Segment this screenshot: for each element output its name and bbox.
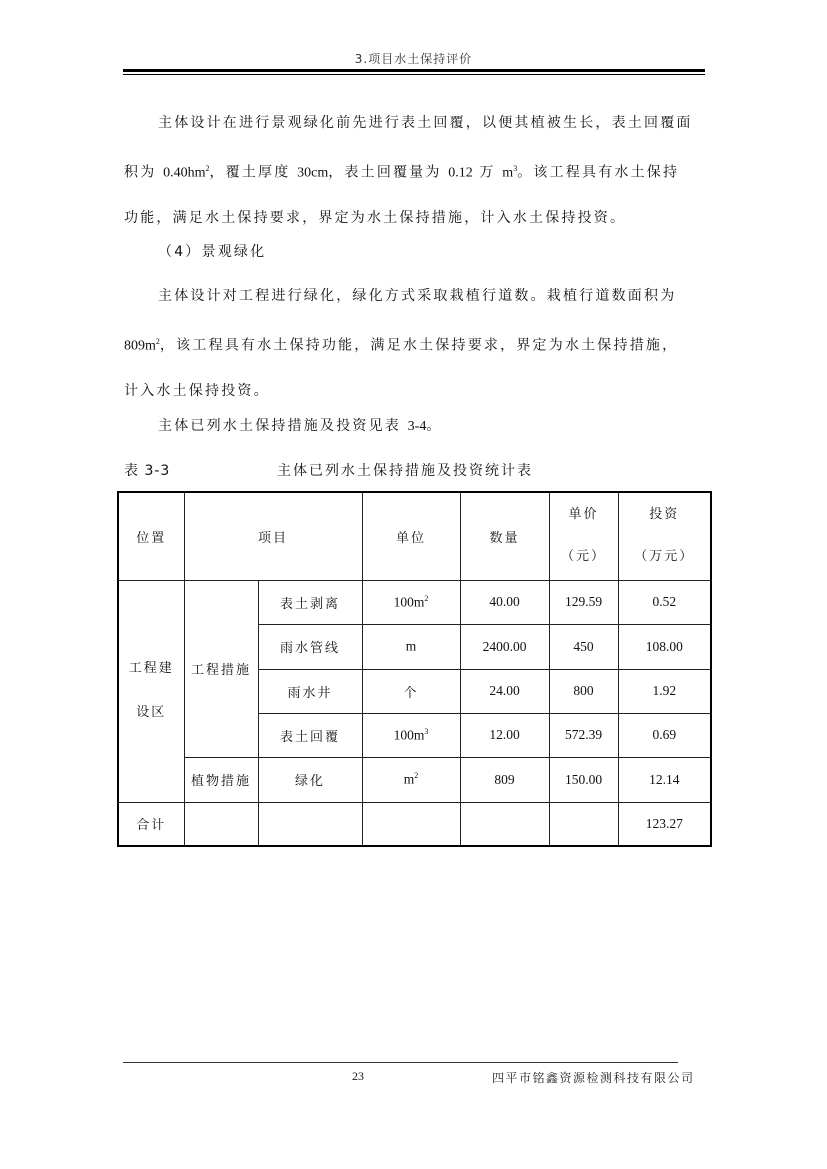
- price-cell: 572.39: [549, 713, 618, 757]
- superscript: 2: [414, 771, 419, 781]
- unit-text: m: [403, 771, 415, 787]
- paragraph-topsoil: [124, 101, 706, 241]
- empty-cell: [258, 802, 362, 846]
- location-text: 设区: [136, 705, 167, 720]
- table-caption-title: 主体已列水土保持措施及投资统计表: [277, 463, 533, 479]
- footer-rule: [123, 1062, 678, 1063]
- total-label: 合计: [118, 802, 184, 846]
- footer-company: 四平市铭鑫资源检测科技有限公司: [492, 1071, 695, 1085]
- text-span: 主体已列水土保持措施及投资见表: [158, 418, 408, 434]
- header-quantity: 数量: [460, 492, 549, 580]
- quantity-cell: 40.00: [460, 580, 549, 624]
- location-cell: [118, 580, 184, 802]
- quantity-cell: 12.00: [460, 713, 549, 757]
- quantity-cell: 24.00: [460, 669, 549, 713]
- quantity-cell: 809: [460, 757, 549, 802]
- paragraph-table-reference: [124, 404, 706, 449]
- investment-cell: 0.52: [618, 580, 711, 624]
- unit-cell: [362, 580, 460, 624]
- price-cell: 800: [549, 669, 618, 713]
- superscript: 2: [424, 593, 429, 603]
- table-reference: 3-4: [407, 419, 427, 434]
- superscript: 3: [424, 726, 429, 736]
- text-span: 。该工程具有水土保持: [517, 164, 680, 181]
- unit-cell: [362, 757, 460, 802]
- thickness-value: 30cm: [297, 165, 329, 181]
- unit-text: m: [405, 638, 417, 654]
- header-text: （元）: [560, 549, 606, 565]
- quantity-cell: 2400.00: [460, 624, 549, 669]
- table-total-row: [118, 802, 711, 846]
- text-line: 主体设计在进行景观绿化前先进行表土回覆，以便其植被生长，表土回覆面: [158, 115, 693, 131]
- investment-table: [117, 491, 712, 847]
- area-value: 809m: [124, 338, 156, 354]
- unit-cell: [362, 713, 460, 757]
- header-text: 单价: [568, 507, 599, 523]
- table-row: [118, 580, 711, 624]
- location-text: 工程建: [128, 661, 174, 676]
- subheading-landscape: [124, 230, 706, 275]
- item-cell: 表土剥离: [258, 580, 362, 624]
- header-rule-thin: [123, 74, 705, 75]
- area-value: 0.40hm: [163, 165, 206, 181]
- page-number: 23: [352, 1069, 364, 1083]
- header-unit: 单位: [362, 492, 460, 580]
- text-span: ，该工程具有水土保持功能，满足水土保持要求，界定为水土保持措施，: [159, 337, 679, 354]
- text-span: 。: [426, 418, 443, 434]
- text-line: 功能，满足水土保持要求，界定为水土保持措施，计入水土保持投资。: [124, 209, 627, 226]
- paragraph-greening: [124, 274, 706, 414]
- text-span: ，覆土厚度: [209, 164, 298, 181]
- empty-cell: [549, 802, 618, 846]
- text-span: 万: [472, 164, 503, 181]
- header-location: 位置: [118, 492, 184, 580]
- paragraph-line: [124, 146, 706, 196]
- investment-cell: 1.92: [618, 669, 711, 713]
- header-text: 投资: [649, 507, 680, 523]
- price-cell: 450: [549, 624, 618, 669]
- text-line: 主体设计对工程进行绿化，绿化方式采取栽植行道数。栽植行道数面积为: [158, 288, 677, 304]
- header-text: （万元）: [634, 549, 695, 565]
- item-cell: 雨水管线: [258, 624, 362, 669]
- unit-text: 100m: [393, 727, 425, 743]
- paragraph-line: [124, 274, 706, 319]
- investment-cell: 12.14: [618, 757, 711, 802]
- table-row: [118, 757, 711, 802]
- item-cell: 雨水井: [258, 669, 362, 713]
- unit-text: m: [502, 165, 514, 181]
- table-caption-label: 表 3-3: [124, 463, 171, 479]
- text-span: 积为: [124, 164, 164, 181]
- price-cell: 129.59: [549, 580, 618, 624]
- running-header-title: 3.项目水土保持评价: [354, 52, 473, 66]
- superscript: 2: [205, 164, 210, 173]
- volume-value: 0.12: [448, 165, 473, 181]
- empty-cell: [362, 802, 460, 846]
- category-plant: 植物措施: [184, 757, 258, 802]
- investment-cell: 108.00: [618, 624, 711, 669]
- price-cell: 150.00: [549, 757, 618, 802]
- paragraph-line: [124, 101, 706, 146]
- category-engineering: 工程措施: [184, 580, 258, 757]
- header-rule-thick: [123, 69, 705, 72]
- empty-cell: [184, 802, 258, 846]
- text-span: ，表土回覆量为: [328, 164, 449, 181]
- total-investment: 123.27: [618, 802, 711, 846]
- unit-text: 个: [403, 685, 419, 701]
- unit-cell: [362, 624, 460, 669]
- table-header-row: [118, 492, 711, 580]
- header-unit-price: [549, 492, 618, 580]
- superscript: 2: [155, 337, 160, 346]
- item-cell: 绿化: [258, 757, 362, 802]
- header-investment: [618, 492, 711, 580]
- paragraph-line: [124, 319, 706, 369]
- empty-cell: [460, 802, 549, 846]
- unit-text: 100m: [393, 594, 425, 610]
- subheading-text: （4）景观绿化: [158, 244, 267, 260]
- item-cell: 表土回覆: [258, 713, 362, 757]
- header-item: 项目: [184, 492, 362, 580]
- text-line: 计入水土保持投资。: [124, 382, 270, 399]
- investment-cell: 0.69: [618, 713, 711, 757]
- unit-cell: [362, 669, 460, 713]
- superscript: 3: [513, 164, 518, 173]
